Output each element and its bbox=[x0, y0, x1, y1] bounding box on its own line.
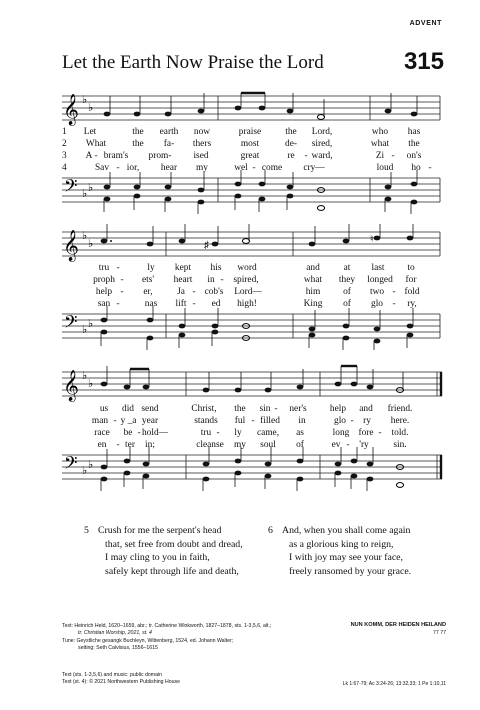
verse-number-4: 4 bbox=[62, 163, 67, 173]
svg-text:♭: ♭ bbox=[88, 318, 94, 330]
svg-text:♭: ♭ bbox=[82, 370, 88, 382]
treble-staff-1 bbox=[0, 88, 480, 128]
svg-text:♭: ♭ bbox=[82, 465, 88, 477]
stanza-line: safely kept through life and death, bbox=[105, 565, 239, 577]
svg-text:𝄞: 𝄞 bbox=[63, 230, 79, 260]
stanza-line: I may cling to you in faith, bbox=[105, 552, 210, 563]
copyright: Text (sts. 1-3,5,6) and music: public domain Text (st. 4): © 2021 Northwestern Publishing House bbox=[62, 672, 181, 686]
svg-text:𝄢: 𝄢 bbox=[64, 453, 78, 477]
bass-staff-1 bbox=[0, 170, 480, 214]
stanza-line: as a glorious king to reign, bbox=[289, 538, 394, 550]
scripture-refs: Lk 1:67-79; Ac 3:24-26; 13:32,33; 1 Pe 1:10,11 bbox=[342, 681, 446, 687]
bass-clef-icon: 𝄢 bbox=[64, 176, 78, 200]
section-label: ADVENT bbox=[409, 20, 442, 27]
stanza-line: And, when you shall come again bbox=[282, 525, 411, 536]
stanza-line: I with joy may see your face, bbox=[289, 552, 403, 563]
hymn-title: Let the Earth Now Praise the Lord bbox=[62, 52, 324, 73]
verse-number-1: 1 bbox=[62, 127, 67, 137]
stanza-number: 6 bbox=[268, 525, 273, 536]
verse-number-3: 3 bbox=[62, 151, 67, 161]
svg-text:♭: ♭ bbox=[82, 230, 88, 242]
stanza-line: Crush for me the serpent's head bbox=[98, 525, 222, 536]
verse-number-2: 2 bbox=[62, 139, 67, 149]
bass-staff-3 bbox=[0, 447, 480, 491]
tune-name: NUN KOMM, DER HEIDEN HEILAND bbox=[350, 622, 446, 628]
stanza-line: that, set free from doubt and dread, bbox=[105, 538, 243, 550]
flat-icon: ♭ bbox=[82, 94, 88, 106]
svg-text:𝄞: 𝄞 bbox=[63, 370, 79, 400]
svg-text:♭: ♭ bbox=[88, 102, 94, 114]
stanza-number: 5 bbox=[84, 525, 89, 536]
treble-staff-3 bbox=[0, 364, 480, 404]
treble-clef-icon: 𝄞 bbox=[63, 94, 79, 124]
stanza-6 bbox=[268, 524, 412, 578]
svg-text:♭: ♭ bbox=[88, 459, 94, 471]
bass-staff-2 bbox=[0, 306, 480, 350]
svg-text:♭: ♭ bbox=[82, 324, 88, 336]
meter: 77 77 bbox=[433, 630, 446, 636]
svg-text:♭: ♭ bbox=[88, 238, 94, 250]
hymn-number: 315 bbox=[403, 48, 444, 75]
text-credit: Text: Heinrich Held, 1620–1659, abr.; tr. Catherine Winkworth, 1827–1878, sts. 1-3,5,6, alt.; tr. Christian Worship, 2021, st. 4 Tune: Geystliche gesangk Buchleyn, Wittenberg, 1524, ed. Johann Walter; setting: Seth Calvisius, 1556–1615 bbox=[62, 623, 272, 652]
svg-text:𝄢: 𝄢 bbox=[64, 312, 78, 336]
svg-text:♭: ♭ bbox=[88, 182, 94, 194]
svg-text:♭: ♭ bbox=[88, 378, 94, 390]
stanza-5 bbox=[84, 524, 243, 578]
treble-staff-2 bbox=[0, 224, 480, 264]
stanza-line: freely ransomed by your grace. bbox=[289, 565, 412, 577]
svg-text:♮: ♮ bbox=[370, 234, 374, 245]
svg-text:♭: ♭ bbox=[82, 188, 88, 200]
svg-text:♯: ♯ bbox=[204, 240, 209, 251]
